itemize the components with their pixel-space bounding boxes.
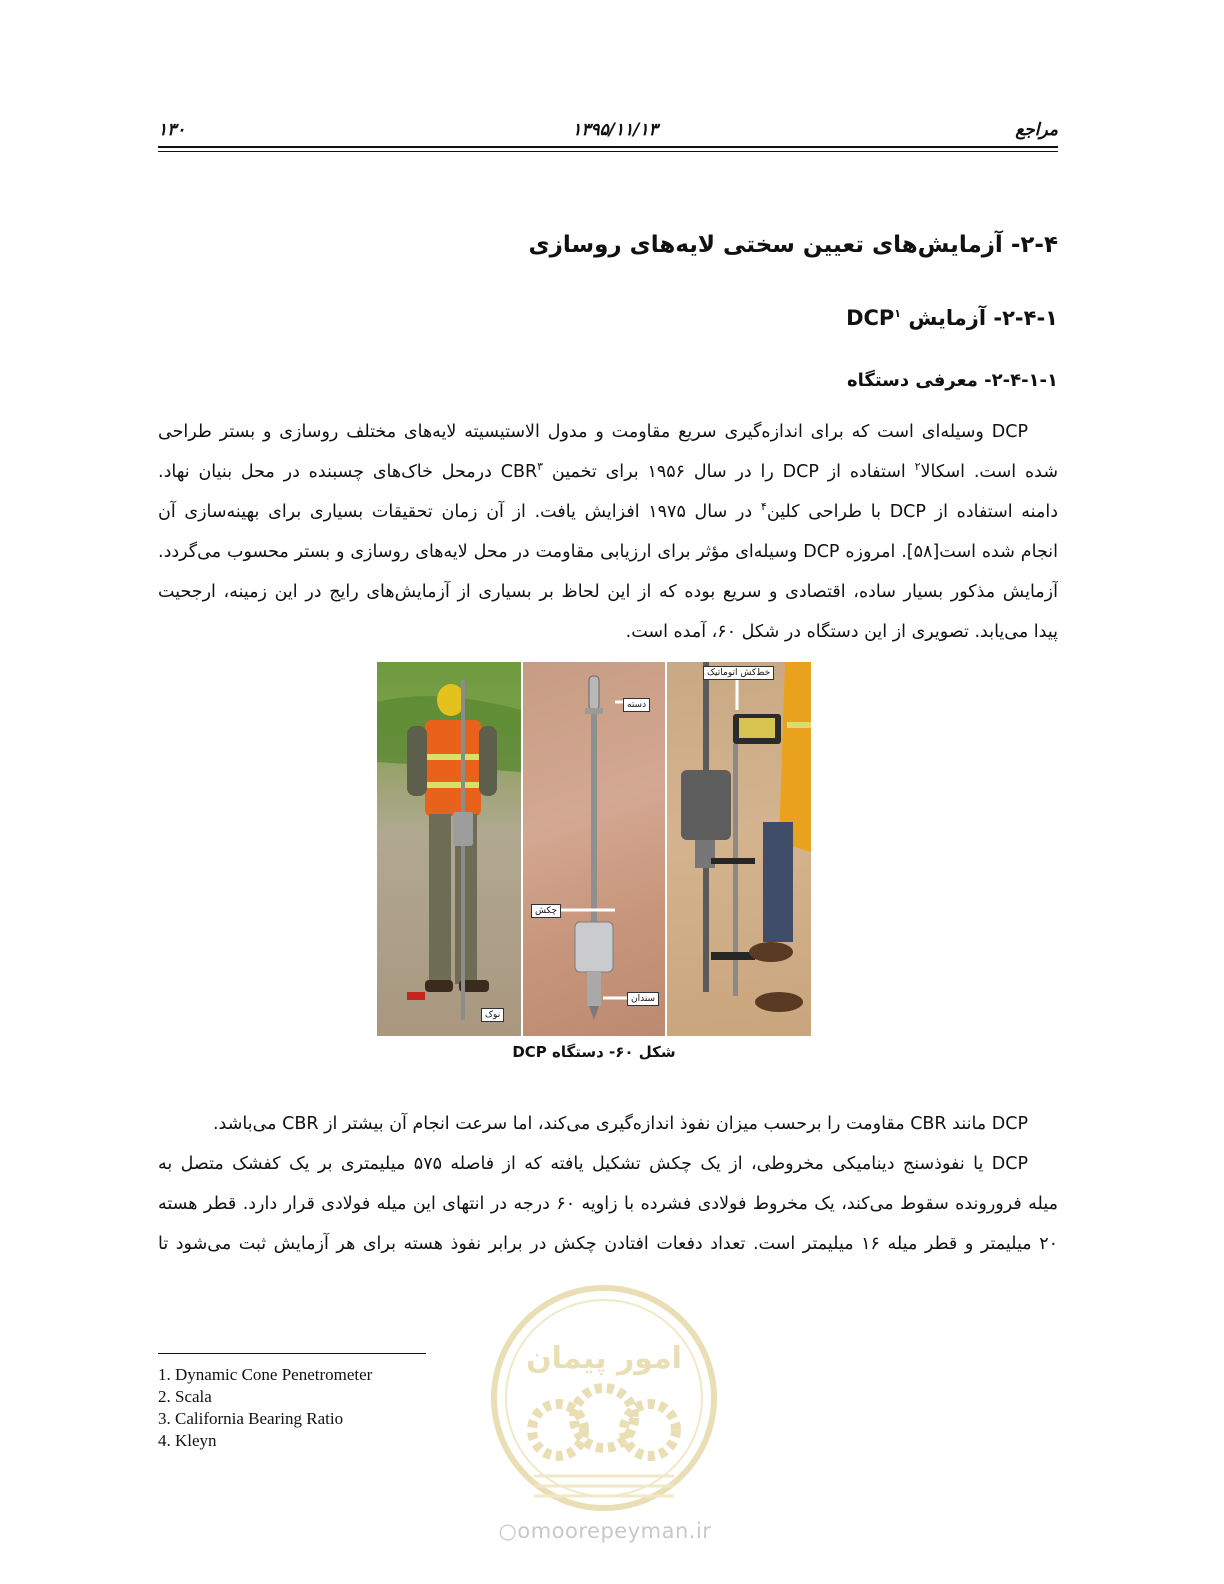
footnote-marker: ۲ <box>914 460 921 474</box>
footnote-item: 4. Kleyn <box>158 1431 217 1450</box>
line-text: درمحل خاک‌های چسبنده در محل بنیان نهاد. <box>158 462 501 482</box>
text-line <box>158 412 1058 452</box>
header-rule <box>158 146 1058 148</box>
photo-device <box>523 662 665 1036</box>
figure-caption: شکل ۶۰- دستگاه DCP <box>512 1043 676 1061</box>
line-text: ۲۰ میلیمتر و قطر میله ۱۶ میلیمتر است. تعداد دفعات افتادن چکش در برابر نفوذ هسته برای هر آزمایش ثبت می‌شود تا <box>158 1234 1058 1254</box>
line-text: انجام شده است[۵۸]. امروزه DCP وسیله‌ای مؤثر برای ارزیابی مقاومت در محل لایه‌های روسازی و بستر محسوب می‌گردد. <box>158 542 1058 562</box>
line-text: DCP وسیله‌ای است که برای اندازه‌گیری سریع مقاومت و مدول الاستیسیته لایه‌های مختلف روسازی و بستر طراحی <box>158 422 1028 442</box>
label-handle: دسته <box>623 698 650 712</box>
footnote-rule <box>158 1353 426 1354</box>
text-line <box>158 1144 1058 1184</box>
subsection-heading <box>846 306 1058 330</box>
description-paragraph <box>158 1104 1058 1264</box>
seal-text: امور پیمان <box>526 1341 682 1376</box>
text-line <box>158 452 1058 492</box>
photo-auto-ruler <box>667 662 811 1036</box>
operator-illustration <box>377 662 521 1036</box>
footnote-item: 2. Scala <box>158 1387 212 1406</box>
text-line <box>158 492 1058 532</box>
footnote-marker: ۳ <box>537 460 544 474</box>
line-text: DCP مانند CBR مقاومت را برحسب میزان نفوذ اندازه‌گیری می‌کند، اما سرعت انجام آن بیشتر از CBR می‌باشد. <box>212 1114 1028 1134</box>
line-text: دامنه استفاده از DCP با طراحی کلین <box>766 502 1058 522</box>
label-anvil: سندان <box>627 992 659 1006</box>
dcp-figure <box>377 662 811 1036</box>
seal-brick-lines <box>534 1476 674 1496</box>
subsection-heading-text: ۲-۴-۱- آزمایش DCP <box>846 306 1058 330</box>
footnote-marker: ۱ <box>894 307 902 320</box>
device-illustration <box>523 662 665 1036</box>
header-date: ۱۳۹۵/۱۱/۱۳ <box>572 120 658 140</box>
label-hammer: چکش <box>531 904 561 918</box>
line-text: استفاده از DCP را در سال ۱۹۵۶ برای تخمین CBR <box>500 462 915 482</box>
header-page-number: ۱۳۰ <box>158 120 186 140</box>
label-tip: نوک <box>481 1008 504 1022</box>
footnotes <box>158 1364 372 1452</box>
footnote-item: 3. California Bearing Ratio <box>158 1409 344 1428</box>
line-text: شده است. اسکالا <box>920 462 1058 482</box>
subsubsection-heading: ۲-۴-۱-۱- معرفی دستگاه <box>846 370 1058 391</box>
line-text: DCP یا نفوذسنج دینامیکی مخروطی، از یک چکش تشکیل یافته که از فاصله ۵۷۵ میلیمتری بر یک کفشک متصل به <box>158 1154 1028 1174</box>
copyright-icon: ○ <box>498 1519 518 1543</box>
auto-ruler-illustration <box>667 662 811 1036</box>
text-line <box>158 1224 1058 1264</box>
watermark-seal <box>486 1280 722 1516</box>
header-section-title: مراجع <box>1015 120 1058 140</box>
text-line <box>158 572 1058 612</box>
header-rule-thin <box>158 151 1058 152</box>
intro-paragraph <box>158 412 1058 652</box>
footnote-item: 1. Dynamic Cone Penetrometer <box>158 1365 373 1384</box>
watermark-site-text: omoorepeyman.ir <box>517 1519 712 1543</box>
text-line <box>158 532 1058 572</box>
line-text: در سال ۱۹۷۵ افزایش یافت. از آن زمان تحقیقات بسیاری برای بهینه‌سازی آن <box>158 502 761 522</box>
line-text: آزمایش مذکور بسیار ساده، اقتصادی و سریع بوده که از این لحاظ بر بسیاری از آزمایش‌های رایج در این زمینه، ارجحیت <box>158 582 1058 602</box>
line-text: پیدا می‌یابد. تصویری از این دستگاه در شکل ۶۰، آمده است. <box>625 622 1058 642</box>
section-heading: ۲-۴- آزمایش‌های تعیین سختی لایه‌های روسازی <box>528 232 1058 258</box>
seal-ring-inner <box>506 1300 702 1496</box>
photo-operator <box>377 662 521 1036</box>
watermark-site <box>490 1519 720 1543</box>
footnote-marker: ۴ <box>760 500 767 514</box>
text-line <box>158 1184 1058 1224</box>
text-line <box>158 1104 1058 1144</box>
line-text: میله فرورونده سقوط می‌کند، یک مخروط فولادی فشرده با زاویه ۶۰ درجه در انتهای این میله فولادی قرار دارد. قطر هسته <box>158 1194 1058 1214</box>
text-line <box>158 612 1058 652</box>
label-auto-ruler: خط‌کش اتوماتیک <box>703 666 774 680</box>
